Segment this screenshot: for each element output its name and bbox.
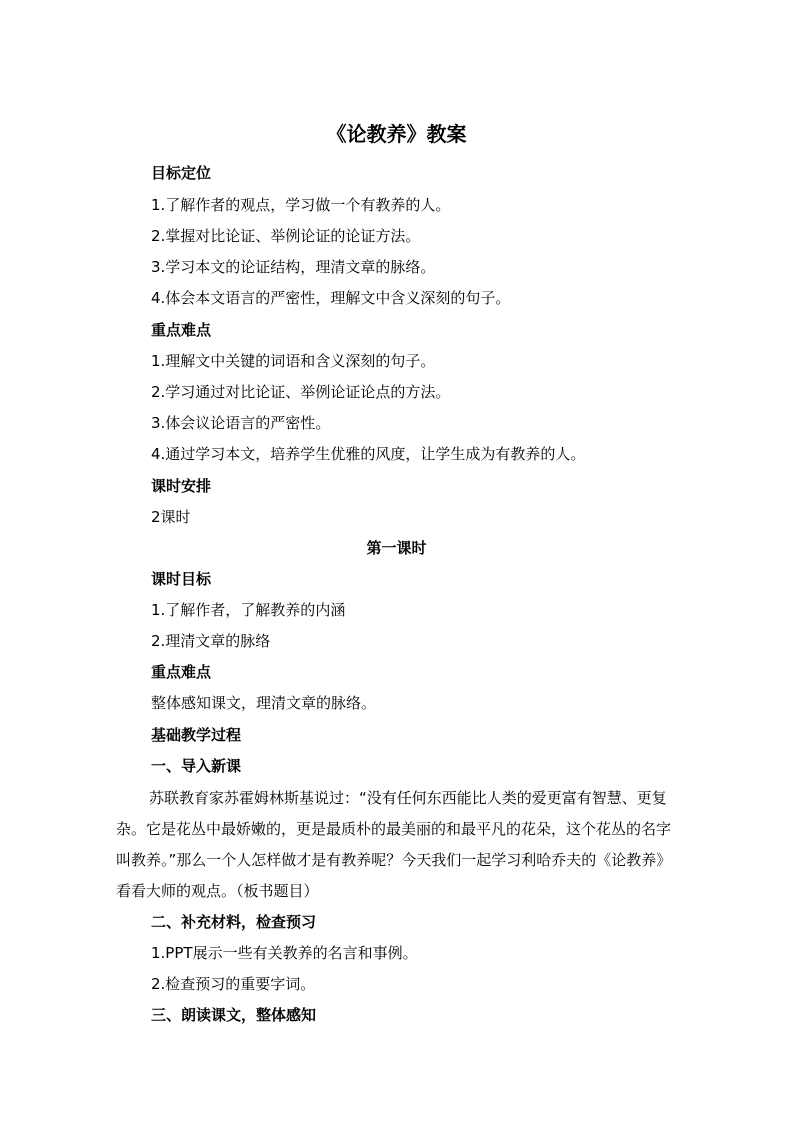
key-points-heading: 重点难点 (151, 321, 212, 339)
step1-paragraph: 苏联教育家苏霍姆林斯基说过：“没有任何东西能比人类的爱更富有智慧、更复杂。它是花丛中最娇嫩的，更是最质朴的最美丽的和最平凡的花朵，这个花丛的名字叫教养。”那么一个人怎样做才是有教养呢？今天我们一起学习利哈乔夫的《论教养》看看大师的观点。（板书题目） (116, 789, 672, 900)
goal-item: 1.了解作者的观点，学习做一个有教养的人。 (151, 196, 451, 214)
goal-item: 4.体会本文语言的严密性，理解文中含义深刻的句子。 (151, 289, 511, 307)
step2-item: 2.检查预习的重要字词。 (151, 975, 316, 993)
schedule-heading: 课时安排 (151, 477, 212, 495)
key-point-item: 3.体会议论语言的严密性。 (151, 414, 331, 432)
lesson-key-heading: 重点难点 (151, 663, 212, 681)
lesson-goal-item: 1.了解作者，了解教养的内涵 (151, 601, 346, 619)
lesson-key-text: 整体感知课文，理清文章的脉络。 (151, 694, 377, 712)
step1-heading: 一、导入新课 (151, 757, 242, 775)
goal-item: 3.学习本文的论证结构，理清文章的脉络。 (151, 258, 436, 276)
lesson-goals-heading: 课时目标 (151, 570, 212, 588)
lesson-goal-item: 2.理清文章的脉络 (151, 632, 271, 650)
step2-heading: 二、补充材料，检查预习 (151, 913, 317, 931)
process-heading: 基础教学过程 (151, 726, 242, 744)
schedule-text: 2课时 (151, 508, 191, 526)
step2-item: 1.PPT展示一些有关教养的名言和事例。 (151, 944, 418, 962)
lesson-heading: 第一课时 (366, 539, 427, 557)
goals-heading: 目标定位 (151, 164, 212, 182)
goal-item: 2.掌握对比论证、举例论证的论证方法。 (151, 227, 421, 245)
key-point-item: 1.理解文中关键的词语和含义深刻的句子。 (151, 352, 436, 370)
page-title: 《论教养》教案 (326, 122, 467, 146)
step3-heading: 三、朗读课文，整体感知 (151, 1006, 317, 1024)
key-point-item: 2.学习通过对比论证、举例论证论点的方法。 (151, 383, 451, 401)
key-point-item: 4.通过学习本文，培养学生优雅的风度，让学生成为有教养的人。 (151, 445, 586, 463)
